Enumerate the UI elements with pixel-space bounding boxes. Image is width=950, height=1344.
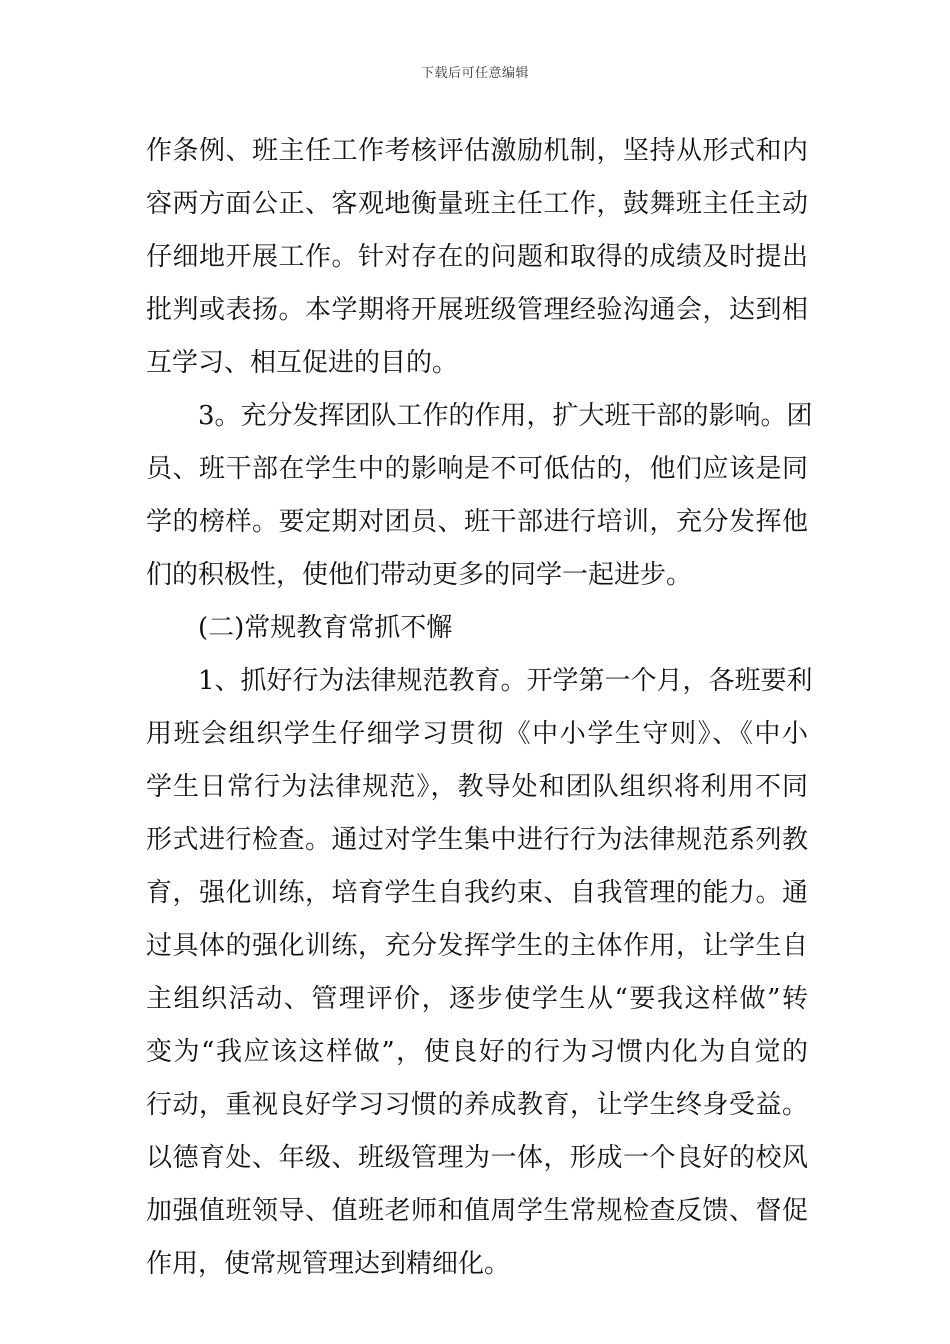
text-line: 过具体的强化训练，充分发挥学生的主体作用，让学生自 [146, 931, 808, 961]
text-line: 互学习、相互促进的目的。 [146, 348, 459, 378]
page-header: 下载后可任意编辑 [420, 66, 529, 81]
text-line: 们的积极性，使他们带动更多的同学一起进步。 [146, 560, 693, 590]
section-heading: (二)常规教育常抓不懈 [198, 613, 453, 643]
text-line: 学生日常行为法律规范》，教导处和团队组织将利用不同 [146, 772, 808, 802]
text-line: 学的榜样。要定期对团员、班干部进行培训，充分发挥他 [146, 507, 808, 537]
text-line: 加强值班领导、值班老师和值周学生常规检查反馈、督促 [146, 1196, 808, 1226]
text-line: 形式进行检查。通过对学生集中进行行为法律规范系列教 [146, 825, 808, 855]
text-line: 员、班干部在学生中的影响是不可低估的，他们应该是同 [146, 454, 808, 484]
paragraph-first-line: 3。充分发挥团队工作的作用，扩大班干部的影响。团 [198, 401, 813, 431]
text-line: 仔细地开展工作。针对存在的问题和取得的成绩及时提出 [146, 242, 808, 272]
text-line: 用班会组织学生仔细学习贯彻《中小学生守则》、《中小 [146, 719, 808, 749]
text-line: 变为“我应该这样做”，使良好的行为习惯内化为自觉的 [146, 1037, 808, 1067]
body-text [146, 125, 813, 1291]
text-line: 育，强化训练，培育学生自我约束、自我管理的能力。通 [146, 878, 808, 908]
text-line: 批判或表扬。本学期将开展班级管理经验沟通会，达到相 [146, 295, 808, 325]
text-line: 容两方面公正、客观地衡量班主任工作，鼓舞班主任主动 [146, 189, 808, 219]
text-line: 行动，重视良好学习习惯的养成教育，让学生终身受益。 [146, 1090, 808, 1120]
text-line: 作条例、班主任工作考核评估激励机制，坚持从形式和内 [146, 136, 808, 166]
text-line: 主组织活动、管理评价，逐步使学生从“要我这样做”转 [146, 984, 808, 1014]
paragraph-first-line: 1、抓好行为法律规范教育。开学第一个月，各班要利 [198, 666, 813, 696]
text-line: 以德育处、年级、班级管理为一体，形成一个良好的校风 [146, 1143, 808, 1173]
text-line: 作用，使常规管理达到精细化。 [146, 1249, 511, 1279]
